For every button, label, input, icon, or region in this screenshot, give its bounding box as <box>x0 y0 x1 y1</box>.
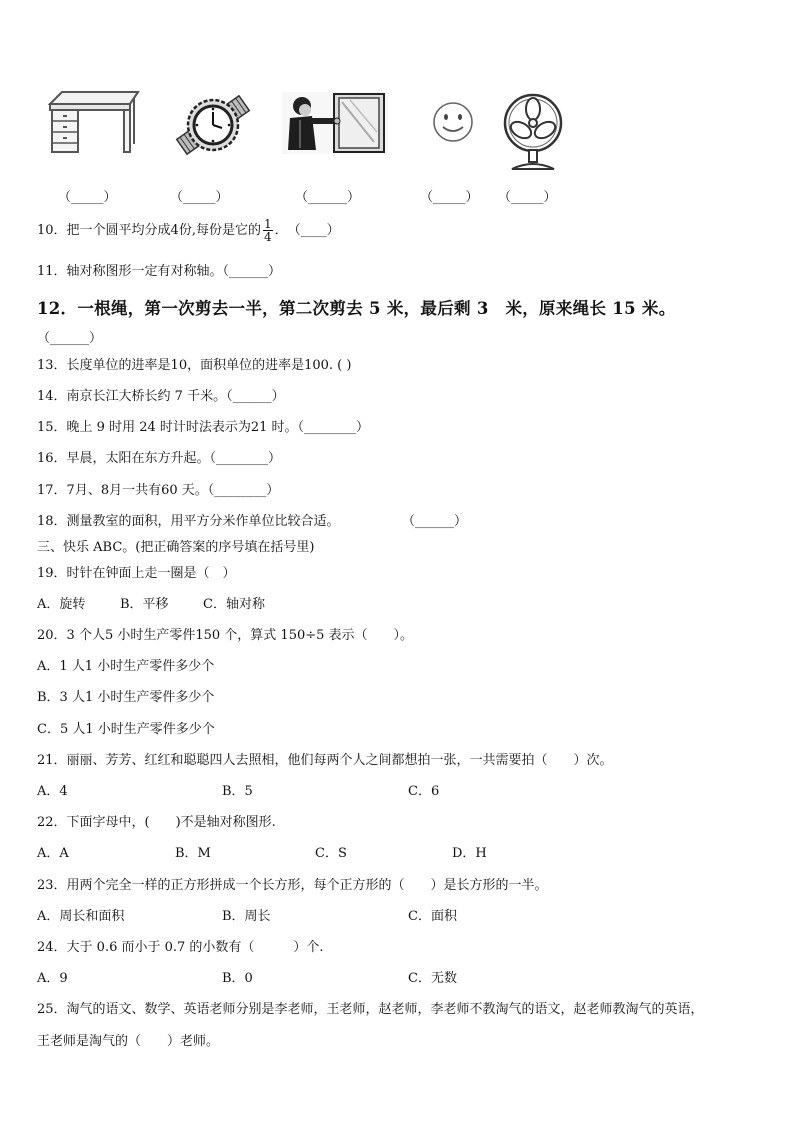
question-18-blank[interactable]: （______） <box>402 514 468 529</box>
question-25-line-1: 25．淘气的语文、数学、英语老师分别是李老师，王老师，赵老师，李老师不教淘气的语文，赵老师教淘气的英语， <box>37 1002 704 1017</box>
question-17: 17．7月、8月一共有60 天。（________） <box>37 483 280 498</box>
question-24-option-b[interactable]: B．0 <box>222 971 253 986</box>
question-22-option-b[interactable]: B．M <box>175 846 211 861</box>
picture-answer-3[interactable]: （______） <box>295 190 361 205</box>
question-10 <box>37 218 340 243</box>
picture-answer-4[interactable]: （_____） <box>420 190 479 205</box>
question-22-option-d[interactable]: D．H <box>452 846 487 861</box>
question-19-option-b[interactable]: B．平移 <box>120 597 169 612</box>
question-19: 19．时针在钟面上走一圈是（ ） <box>37 566 236 581</box>
section-heading-3: 三、快乐 ABC。(把正确答案的序号填在括号里) <box>37 540 315 555</box>
question-22-option-a[interactable]: A．A <box>37 846 69 861</box>
question-12: 12．一根绳，第一次剪去一半，第二次剪去 5 米，最后剩 3 米，原来绳长 15 米。 <box>37 299 676 318</box>
question-23-option-b[interactable]: B．周长 <box>222 909 271 924</box>
question-11: 11．轴对称图形一定有对称轴。（______） <box>37 264 282 279</box>
question-13: 13．长度单位的进率是10，面积单位的进率是100. ( ) <box>37 358 352 373</box>
question-24: 24．大于 0.6 而小于 0.7 的小数有（ ）个. <box>37 940 324 955</box>
picture-answer-2[interactable]: （_____） <box>170 190 229 205</box>
fraction-one-quarter <box>263 218 273 243</box>
question-20: 20．3 个人5 小时生产零件150 个，算式 150÷5 表示（ ）。 <box>37 628 414 643</box>
question-10-text: 10．把一个圆平均分成4份,每份是它的 <box>37 223 261 238</box>
question-24-option-c[interactable]: C．无数 <box>408 971 457 986</box>
question-20-option-b[interactable]: B．3 人1 小时生产零件多少个 <box>37 690 215 705</box>
question-21-option-c[interactable]: C．6 <box>408 784 440 799</box>
fraction-denominator: 4 <box>263 230 272 244</box>
question-24-option-a[interactable]: A．9 <box>37 971 68 986</box>
question-21-option-b[interactable]: B．5 <box>222 784 253 799</box>
question-23-option-a[interactable]: A．周长和面积 <box>37 909 125 924</box>
question-21: 21．丽丽、芳芳、红红和聪聪四人去照相，他们每两个人之间都想拍一张，一共需要拍（ ）次。 <box>37 753 613 768</box>
picture-answer-1[interactable]: （_____） <box>58 190 117 205</box>
question-20-option-c[interactable]: C．5 人1 小时生产零件多少个 <box>37 722 215 737</box>
question-10-blank[interactable]: ． （____） <box>274 223 340 238</box>
question-19-option-a[interactable]: A．旋转 <box>37 597 86 612</box>
smiley-face-picture <box>430 101 476 143</box>
watch-picture <box>165 86 261 164</box>
electric-fan-picture <box>500 93 566 173</box>
question-15: 15．晚上 9 时用 24 时计时法表示为21 时。（________） <box>37 420 370 435</box>
question-22: 22．下面字母中，( )不是轴对称图形. <box>37 815 276 830</box>
question-22-option-c[interactable]: C．S <box>315 846 347 861</box>
question-12-blank[interactable]: （______） <box>37 331 103 346</box>
fraction-numerator: 1 <box>263 217 272 231</box>
desk-picture <box>48 90 140 154</box>
question-23: 23．用两个完全一样的正方形拼成一个长方形，每个正方形的（ ）是长方形的一半。 <box>37 878 548 893</box>
question-16: 16．早晨，太阳在东方升起。（________） <box>37 451 282 466</box>
question-19-option-c[interactable]: C．轴对称 <box>203 597 265 612</box>
question-21-option-a[interactable]: A．4 <box>37 784 68 799</box>
question-18: 18．测量教室的面积，用平方分米作单位比较合适。 <box>37 514 340 529</box>
question-23-option-c[interactable]: C．面积 <box>408 909 457 924</box>
question-20-option-a[interactable]: A．1 人1 小时生产零件多少个 <box>37 659 215 674</box>
question-14: 14．南京长江大桥长约 7 千米。（______） <box>37 389 285 404</box>
person-pushing-window-picture <box>282 92 388 154</box>
picture-answer-5[interactable]: （_____） <box>498 190 557 205</box>
question-25-line-2: 王老师是淘气的（ ）老师。 <box>37 1034 220 1049</box>
